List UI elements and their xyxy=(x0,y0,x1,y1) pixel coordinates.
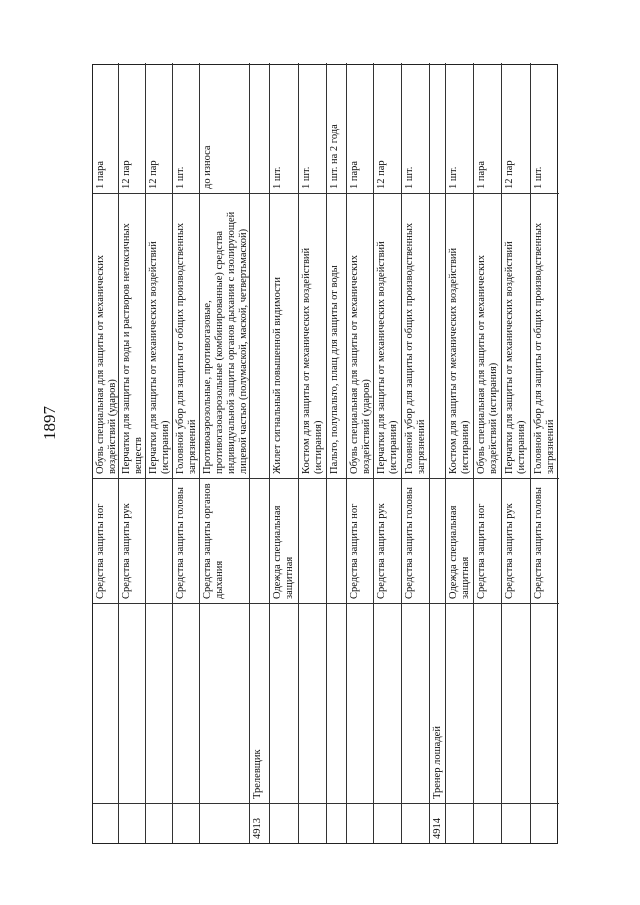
cell-norm: 1 шт. xyxy=(533,166,544,189)
cell-profession xyxy=(173,603,199,803)
cell-category: Средства защиты головы xyxy=(402,478,429,603)
cell-category: Одежда специальная защитная xyxy=(446,478,473,603)
cell-code xyxy=(93,803,118,843)
table-row xyxy=(402,63,430,843)
table-row xyxy=(299,63,327,843)
table-row xyxy=(502,63,531,843)
cell-code xyxy=(146,803,172,843)
table-row xyxy=(531,63,559,843)
cell-item xyxy=(250,193,269,478)
table-row xyxy=(430,63,446,843)
cell-category: Средства защиты ног xyxy=(93,478,118,603)
table-row xyxy=(200,63,250,843)
cell-category: Одежда специальная защитная xyxy=(270,478,298,603)
cell-code xyxy=(374,803,401,843)
cell-category xyxy=(250,478,269,603)
table-row xyxy=(327,63,347,843)
cell-item: Костюм для защиты от механических воздействий (истирания) xyxy=(299,193,326,478)
cell-item: Обувь специальная для защиты от механических воздействий (ударов) xyxy=(347,193,373,478)
cell-norm: 1 пара xyxy=(95,160,106,189)
cell-category: Средства защиты головы xyxy=(531,478,559,603)
cell-profession xyxy=(327,603,346,803)
cell-category xyxy=(299,478,326,603)
cell-norm xyxy=(430,63,445,193)
cell-profession xyxy=(374,603,401,803)
cell-profession xyxy=(502,603,530,803)
cell-code xyxy=(502,803,530,843)
table-row xyxy=(270,63,299,843)
cell-profession xyxy=(146,603,172,803)
cell-item: Головной убор для защиты от общих производственных загрязнений xyxy=(173,193,199,478)
cell-code xyxy=(327,803,346,843)
cell-category: Средства защиты головы xyxy=(173,478,199,603)
cell-norm: 12 пар xyxy=(504,160,515,189)
cell-code xyxy=(402,803,429,843)
cell-code: 4913 xyxy=(250,803,269,843)
cell-code xyxy=(446,803,473,843)
table-row xyxy=(119,63,146,843)
cell-profession xyxy=(270,603,298,803)
cell-item: Перчатки для защиты от механических воздействий (истирания) xyxy=(502,193,530,478)
cell-profession xyxy=(119,603,145,803)
cell-norm: 1 шт. xyxy=(301,166,312,189)
cell-item: Жилет сигнальный повышенной видимости xyxy=(270,193,298,478)
cell-code xyxy=(119,803,145,843)
cell-norm: 1 шт. на 2 года xyxy=(329,124,340,189)
cell-norm: 1 пара xyxy=(349,160,360,189)
cell-item: Головной убор для защиты от общих производственных загрязнений xyxy=(402,193,429,478)
cell-category: Средства защиты рук xyxy=(374,478,401,603)
cell-profession xyxy=(299,603,326,803)
table-row xyxy=(446,63,474,843)
cell-profession xyxy=(93,603,118,803)
cell-category: Средства защиты органов дыхания xyxy=(200,478,249,603)
cell-norm: до износа xyxy=(202,145,213,189)
cell-code xyxy=(347,803,373,843)
cell-norm xyxy=(250,63,269,193)
table-row xyxy=(146,63,173,843)
cell-profession xyxy=(402,603,429,803)
cell-profession xyxy=(200,603,249,803)
page-number: 1897 xyxy=(40,406,59,440)
cell-category: Средства защиты ног xyxy=(347,478,373,603)
cell-category: Средства защиты рук xyxy=(502,478,530,603)
cell-norm: 1 шт. xyxy=(404,166,415,189)
cell-norm: 1 шт. xyxy=(175,166,186,189)
cell-norm: 1 пара xyxy=(476,160,487,189)
table-row xyxy=(474,63,502,843)
cell-item: Перчатки для защиты от механических воздействий (истирания) xyxy=(374,193,401,478)
cell-norm: 12 пар xyxy=(148,160,159,189)
cell-profession xyxy=(474,603,501,803)
cell-category xyxy=(430,478,445,603)
cell-category xyxy=(327,478,346,603)
cell-category: Средства защиты ног xyxy=(474,478,501,603)
cell-profession: Тренер лошадей xyxy=(430,603,445,803)
table-row xyxy=(347,63,374,843)
cell-item: Головной убор для защиты от общих производственных загрязнений xyxy=(531,193,559,478)
cell-item: Пальто, полупальто, плащ для защиты от воды xyxy=(327,193,346,478)
cell-profession xyxy=(531,603,559,803)
cell-norm: 12 пар xyxy=(121,160,132,189)
cell-code xyxy=(531,803,559,843)
cell-item: Обувь специальная для защиты от механических воздействий (истирания) xyxy=(474,193,501,478)
cell-code xyxy=(270,803,298,843)
cell-item: Перчатки для защиты от механических воздействий (истирания) xyxy=(146,193,172,478)
cell-item: Обувь специальная для защиты от механических воздействий (ударов) xyxy=(93,193,118,478)
ppe-norms-table xyxy=(92,64,558,844)
cell-code xyxy=(200,803,249,843)
cell-item: Противоаэрозольные, противогазовые, противогазоаэрозольные (комбинированные) средства индивидуальной защиты органов дыхания с изолирующей лицевой частью (полумаской, маской, четвертьмаской) xyxy=(200,193,249,478)
table-row xyxy=(250,63,270,843)
cell-norm: 1 шт. xyxy=(448,166,459,189)
table-row xyxy=(374,63,402,843)
cell-code xyxy=(299,803,326,843)
cell-norm: 1 шт. xyxy=(272,166,283,189)
cell-profession xyxy=(446,603,473,803)
cell-category xyxy=(146,478,172,603)
cell-code xyxy=(474,803,501,843)
cell-profession xyxy=(347,603,373,803)
table-row xyxy=(173,63,200,843)
cell-norm: 12 пар xyxy=(376,160,387,189)
cell-item: Костюм для защиты от механических воздействий (истирания) xyxy=(446,193,473,478)
cell-profession: Трелевщик xyxy=(250,603,269,803)
table-row xyxy=(93,63,119,843)
cell-code: 4914 xyxy=(430,803,445,843)
cell-item: Перчатки для защиты от воды и растворов нетоксичных веществ xyxy=(119,193,145,478)
cell-category: Средства защиты рук xyxy=(119,478,145,603)
cell-code xyxy=(173,803,199,843)
cell-item xyxy=(430,193,445,478)
